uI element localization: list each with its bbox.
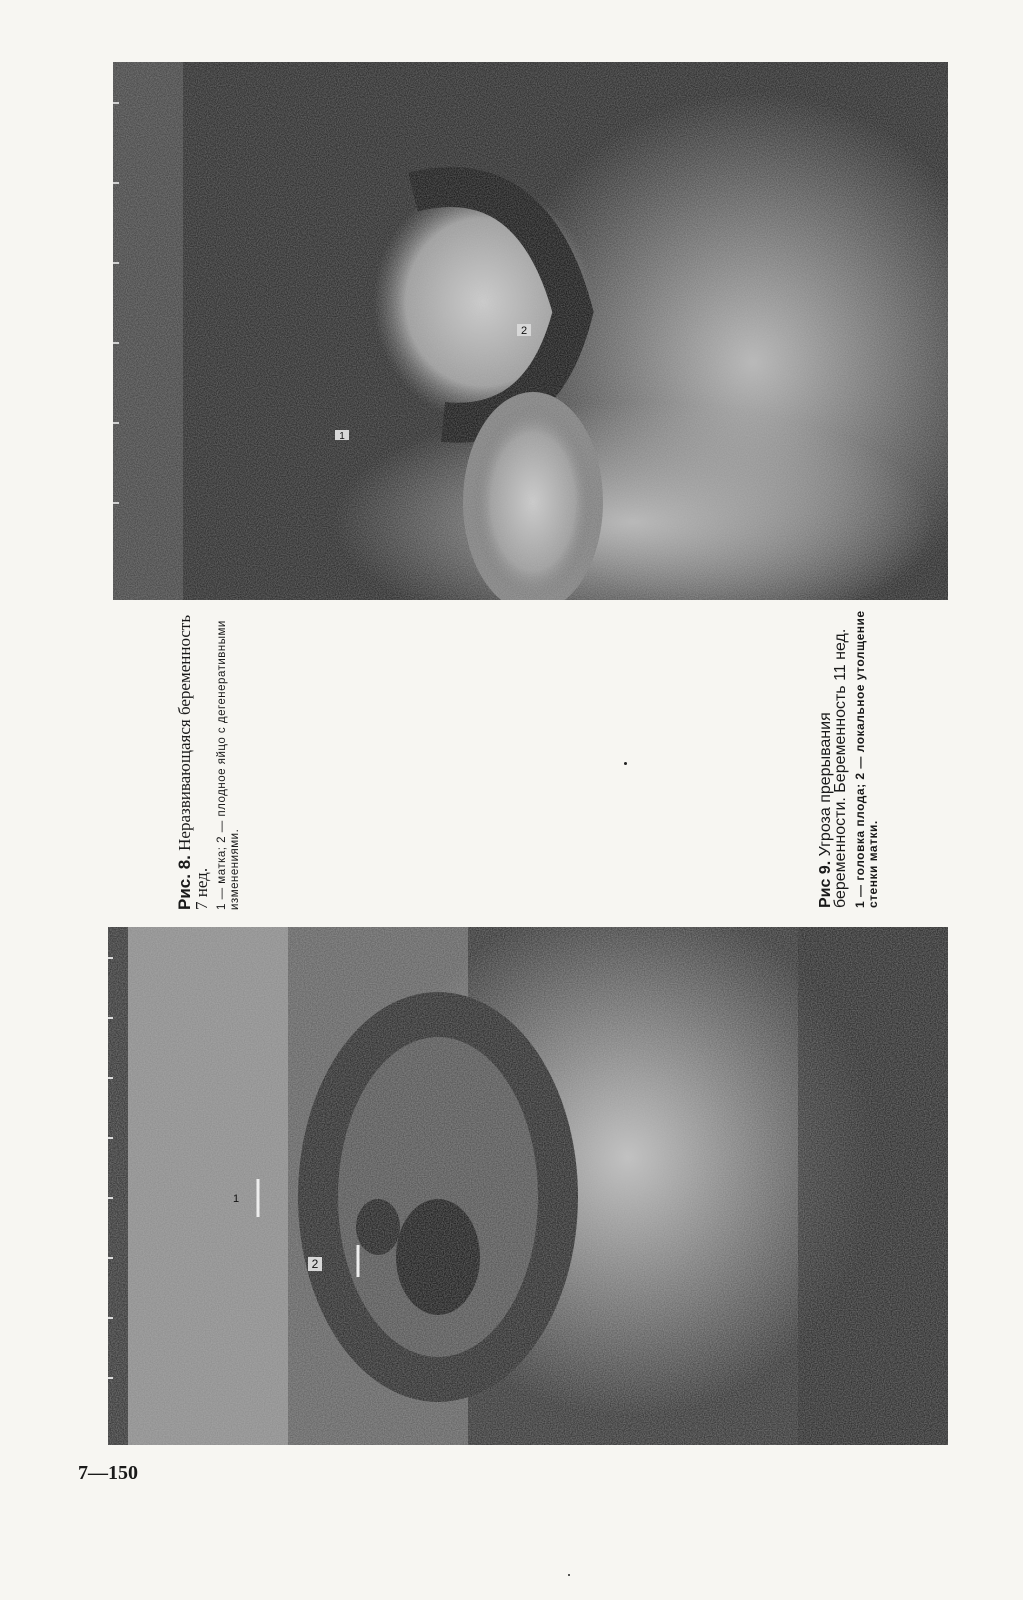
figure-9-caption — [818, 608, 880, 908]
figure-8-legend: 1 — матка; 2 — плодное яйцо с дегенеративными изменениями. — [216, 620, 241, 910]
figure-9-ultrasound-image — [113, 62, 948, 600]
print-speck — [568, 1574, 570, 1576]
svg-text:2: 2 — [311, 1257, 319, 1271]
figure-8-ultrasound-image — [108, 927, 948, 1445]
figure-8-caption — [176, 610, 242, 910]
figure-8-label: Рис. 8. — [175, 855, 194, 910]
svg-text:2: 2 — [520, 325, 528, 337]
figure-9-label: Рис 9. — [817, 860, 834, 908]
figure-9-legend: 1 — головка плода; 2 — локальное утолщение стенки матки. — [853, 610, 880, 908]
figure-9-title — [818, 608, 848, 908]
figure-9-title-text: Угроза прерывания беременности. Беременность 11 нед. — [817, 628, 849, 908]
page-number: 7—150 — [78, 1462, 138, 1484]
figure-9-marker-2 — [517, 324, 531, 337]
print-speck — [624, 762, 627, 765]
figure-8-title-text: Неразвивающаяся беременность 7 нед. — [175, 614, 211, 910]
svg-text:1: 1 — [232, 1193, 240, 1205]
svg-text:1: 1 — [339, 431, 345, 442]
figure-8-title — [176, 610, 210, 910]
